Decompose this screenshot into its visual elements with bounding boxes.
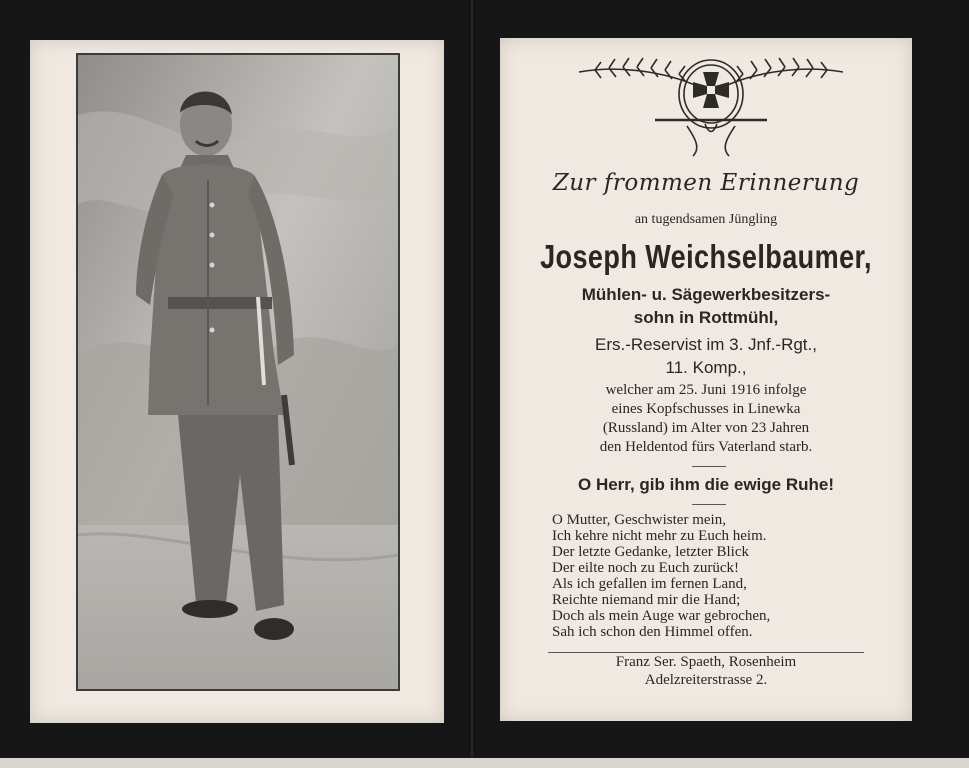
prayer-line: O Herr, gib ihm die ewige Ruhe!	[578, 475, 834, 494]
occupation-line-2: sohn in Rottmühl,	[633, 308, 779, 327]
rank-line-2: 11. Komp.,	[665, 358, 747, 377]
soldier-portrait-icon	[76, 53, 400, 691]
divider	[692, 466, 726, 467]
divider	[548, 652, 864, 653]
poem-line: Doch als mein Auge war gebrochen,	[552, 608, 771, 624]
deceased-name: Joseph Weichselbaumer,	[540, 238, 872, 275]
poem-line: Reichte niemand mir die Hand;	[552, 592, 741, 608]
divider	[692, 504, 726, 505]
poem-line: O Mutter, Geschwister mein,	[552, 512, 726, 528]
poem-line: Ich kehre nicht mehr zu Euch heim.	[552, 528, 767, 544]
scan-edge	[0, 758, 969, 768]
poem-line: Als ich gefallen im fernen Land,	[552, 576, 747, 592]
poem-line: Der letzte Gedanke, letzter Blick	[552, 544, 749, 560]
printer-address: Adelzreiterstrasse 2.	[644, 672, 768, 688]
memorial-text-card	[500, 38, 912, 721]
occupation-line-1: Mühlen- u. Sägewerkbesitzers-	[581, 285, 831, 304]
death-line: eines Kopfschusses in Linewka	[611, 401, 801, 417]
dedication-line: an tugendsamen Jüngling	[634, 212, 778, 227]
poem-line: Der eilte noch zu Euch zurück!	[552, 560, 739, 576]
iron-cross-wreath-emblem-icon	[575, 54, 847, 162]
poem	[552, 512, 892, 640]
memorial-heading: Zur frommen Erinnerung	[552, 170, 860, 196]
rank-line-1: Ers.-Reservist im 3. Jnf.-Rgt.,	[595, 335, 817, 354]
printer-name: Franz Ser. Spaeth, Rosenheim	[615, 654, 797, 670]
death-line: welcher am 25. Juni 1916 infolge	[605, 382, 807, 398]
card-fold	[469, 0, 475, 768]
poem-line: Sah ich schon den Himmel offen.	[552, 624, 753, 640]
portrait-card	[30, 40, 444, 723]
death-line: (Russland) im Alter von 23 Jahren	[602, 420, 810, 436]
death-line: den Heldentod fürs Vaterland starb.	[599, 439, 813, 455]
